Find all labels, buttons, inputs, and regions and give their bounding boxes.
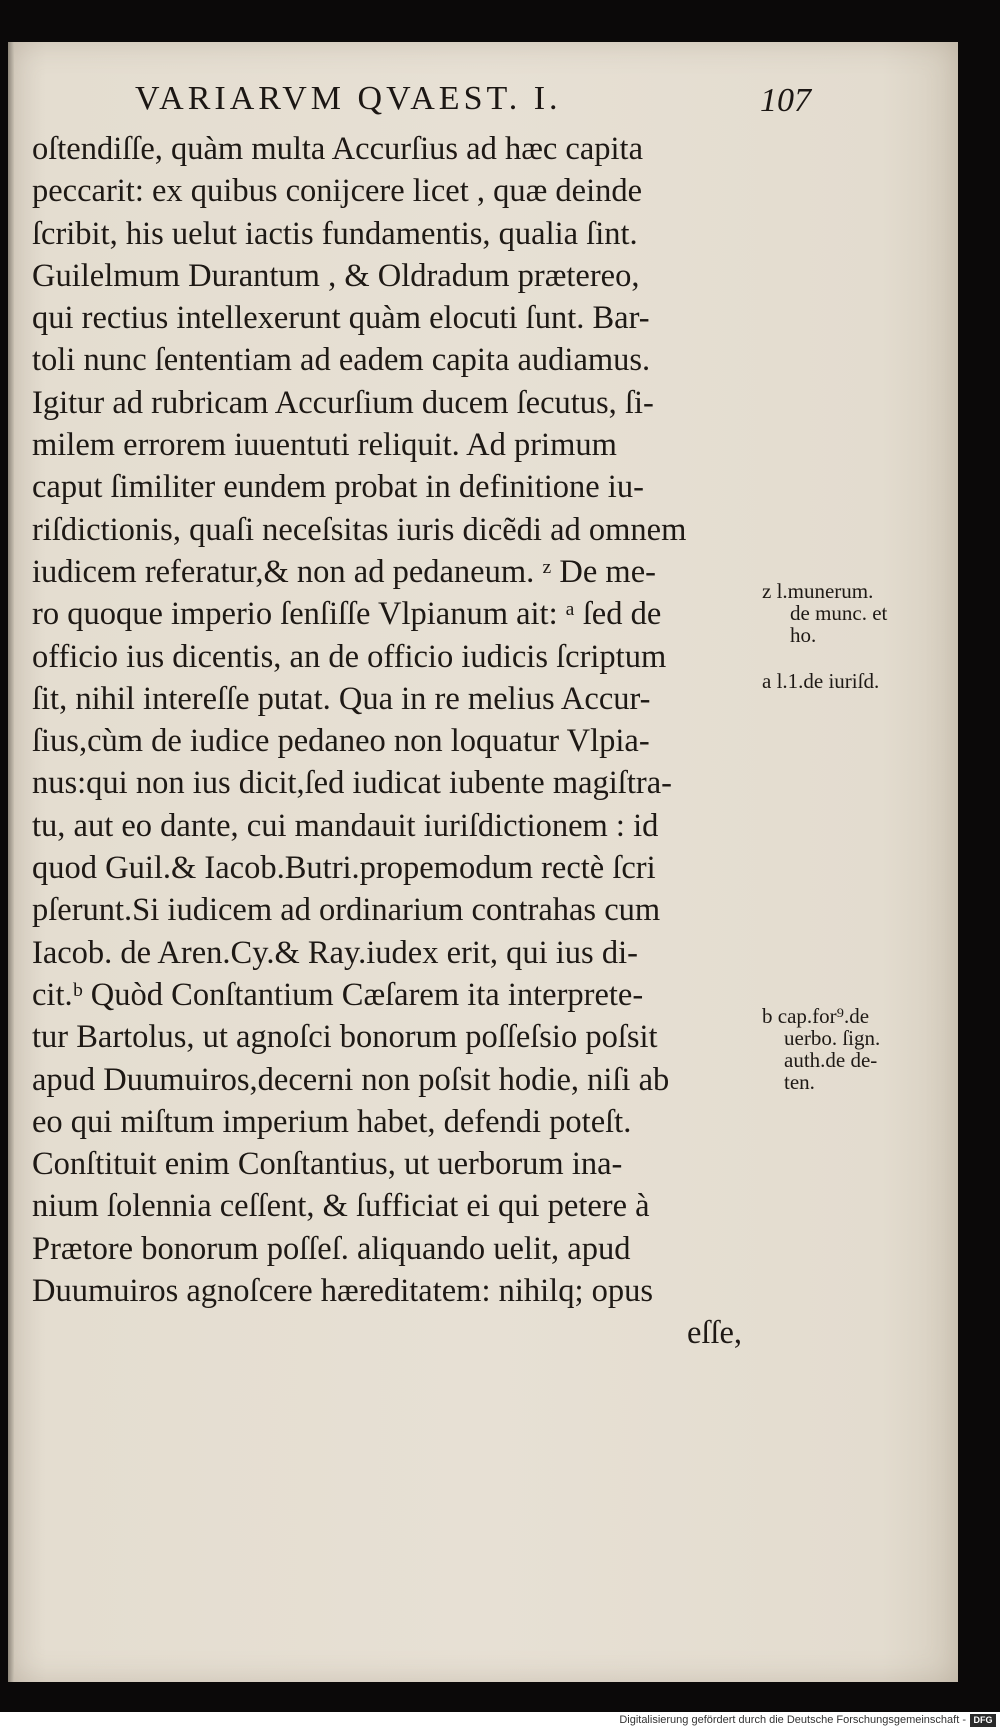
note-line: z l.munerum.: [762, 579, 874, 603]
note-line: ho.: [790, 623, 817, 647]
running-head: VARIARVM QVAEST. I.: [135, 80, 562, 117]
text-line: apud Duumuiros,decerni non poſsit hodie, niſi ab: [32, 1061, 670, 1098]
text-line: ſius,cùm de iudice pedaneo non loquatur Vlpia-: [32, 723, 650, 760]
note-line: b cap.for⁹.de: [762, 1004, 870, 1028]
text-line: Prætore bonorum poſſeſ. aliquando uelit, apud: [32, 1230, 631, 1267]
text-line: cit.ᵇ Quòd Conſtantium Cæſarem ita interprete-: [32, 976, 644, 1013]
dfg-logo: DFG: [970, 1714, 996, 1727]
text-line: riſdictionis, quaſi neceſsitas iuris dicẽdi ad omnem: [32, 511, 687, 548]
page-number: 107: [760, 82, 811, 119]
margin-note-z: [762, 580, 887, 646]
text-line: qui rectius intellexerunt quàm elocuti ſunt. Bar-: [32, 300, 650, 337]
text-line: Igitur ad rubricam Accurſium ducem ſecutus, ſi-: [32, 384, 654, 421]
text-line: nus:qui non ius dicit,ſed iudicat iubente magiſtra-: [32, 765, 672, 802]
text-line: tur Bartolus, ut agnoſci bonorum poſſeſsio poſsit: [32, 1019, 658, 1056]
text-line: quod Guil.& Iacob.Butri.propemodum rectè ſcri: [32, 850, 656, 887]
text-line: caput ſimiliter eundem probat in definitione iu-: [32, 469, 644, 506]
text-line: ſcribit, his uelut iactis fundamentis, qualia ſint.: [32, 215, 638, 252]
text-line: officio ius dicentis, an de officio iudicis ſcriptum: [32, 638, 667, 675]
margin-note-a: [762, 670, 879, 692]
note-line: uerbo. ſign.: [784, 1026, 881, 1050]
text-line: pſerunt.Si iudicem ad ordinarium contrahas cum: [32, 892, 661, 929]
text-line: Guilelmum Durantum , & Oldradum prætereo,: [32, 257, 640, 294]
text-line: ſit, nihil intereſſe putat. Qua in re melius Accur-: [32, 680, 651, 717]
text-line: nium ſolennia ceſſent, & ſufficiat ei qui petere à: [32, 1188, 650, 1225]
text-line: eo qui miſtum imperium habet, defendi poteſt.: [32, 1103, 632, 1140]
digitization-credit: Digitalisierung gefördert durch die Deutsche Forschungsgemeinschaft -: [619, 1714, 966, 1726]
page-edge: [8, 42, 14, 1682]
text-line: eſſe,: [687, 1315, 743, 1352]
margin-note-b: [762, 1005, 880, 1093]
text-line: milem errorem iuuentuti reliquit. Ad primum: [32, 427, 617, 464]
text-line: Conſtituit enim Conſtantius, ut uerborum ina-: [32, 1146, 623, 1183]
text-line: ro quoque imperio ſenſiſſe Vlpianum ait: ᵃ ſed de: [32, 596, 662, 633]
text-line: tu, aut eo dante, cui mandauit iuriſdictionem : id: [32, 807, 659, 844]
text-line: Duumuiros agnoſcere hæreditatem: nihilq; opus: [32, 1273, 653, 1310]
text-line: Iacob. de Aren.Cy.& Ray.iudex erit, qui ius di-: [32, 934, 638, 971]
text-line: iudicem referatur,& non ad pedaneum. ᶻ De me-: [32, 553, 656, 590]
text-line: oſtendiſſe, quàm multa Accurſius ad hæc capita: [32, 131, 644, 167]
text-line: toli nunc ſententiam ad eadem capita audiamus.: [32, 342, 651, 379]
note-line: ten.: [784, 1070, 815, 1094]
note-line: auth.de de-: [784, 1048, 878, 1072]
note-line: de munc. et: [790, 601, 888, 625]
note-line: a l.1.de iuriſd.: [762, 669, 880, 693]
text-line: peccarit: ex quibus conijcere licet , quæ deinde: [32, 173, 643, 210]
body-text: [32, 128, 772, 1355]
